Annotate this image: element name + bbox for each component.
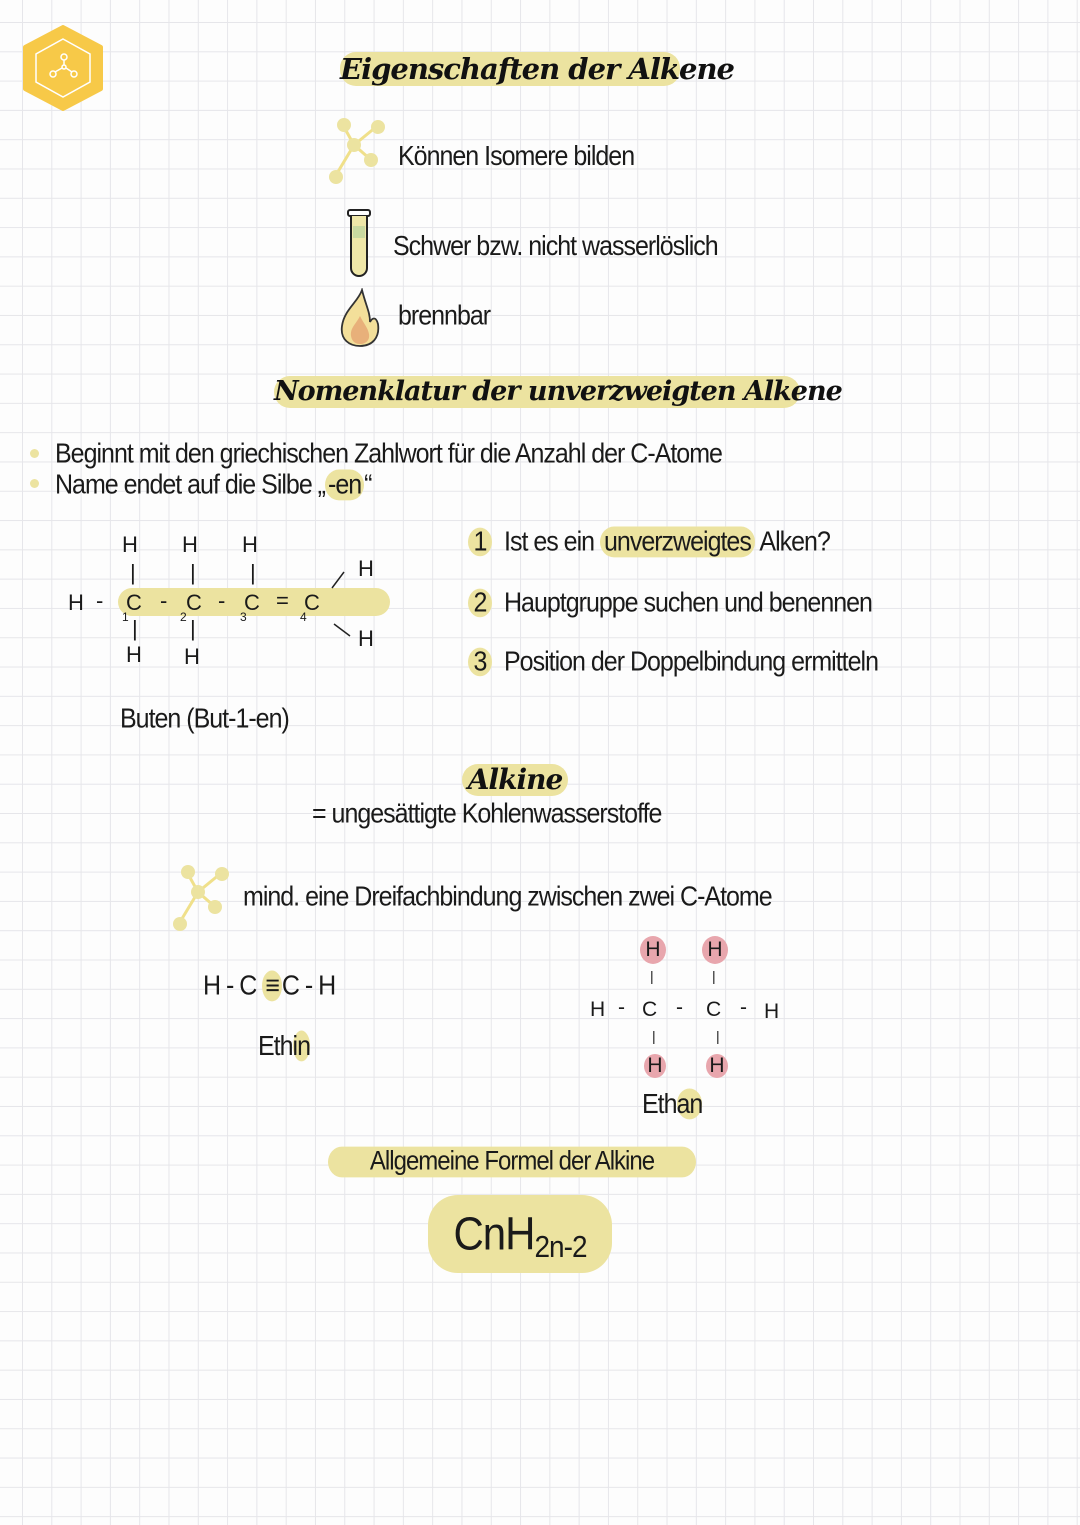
buten-structure <box>60 528 390 678</box>
molecule-icon <box>168 862 234 934</box>
carbon-number: 4 <box>300 610 307 624</box>
atom-h: H <box>182 532 198 557</box>
property-solubility: Schwer bzw. nicht wasserlöslich <box>393 230 718 262</box>
name-base: Eth <box>258 1030 293 1062</box>
step-text: Position der Doppelbindung ermitteln <box>504 646 878 678</box>
step-1 <box>468 527 830 559</box>
atom-h: H <box>764 1000 780 1023</box>
bond: | <box>132 616 138 641</box>
formula-subscript: 2n-2 <box>534 1229 587 1264</box>
atom-h: H <box>242 532 258 557</box>
bond: = <box>276 588 289 613</box>
name-suffix: in <box>292 1030 310 1062</box>
atom-c: C <box>642 998 658 1021</box>
buten-name: Buten (But-1-en) <box>120 703 289 735</box>
flame-icon <box>338 288 382 348</box>
step-number: 2 <box>468 589 492 618</box>
bond: - <box>740 996 747 1019</box>
atom-h: H <box>68 590 84 615</box>
logo <box>22 25 104 111</box>
bonds-diagonal <box>328 564 358 644</box>
step-number: 3 <box>468 648 492 677</box>
step-3 <box>468 647 878 679</box>
atom-h: H <box>358 556 374 581</box>
step-text: Ist es ein <box>504 526 595 558</box>
step-text: Hauptgruppe suchen und benennen <box>504 587 872 619</box>
atom-h: H <box>358 626 374 651</box>
triple-bond: ≡ <box>262 971 282 1002</box>
bond: | <box>716 1028 720 1044</box>
quote-close: “ <box>364 469 372 501</box>
carbon-number: 3 <box>240 610 247 624</box>
triple-bond-property: mind. eine Dreifachbindung zwischen zwei C-Atome <box>243 881 772 913</box>
bond: - <box>676 996 683 1019</box>
atom-c: C <box>244 590 260 615</box>
bullet-suffix-text: Name endet auf die Silbe „ <box>55 469 326 501</box>
atom-c: C <box>304 590 320 615</box>
suffix-en: -en <box>325 470 364 501</box>
atom-c: C <box>186 590 202 615</box>
bullet-dot <box>30 479 39 488</box>
general-formula-label: Allgemeine Formel der Alkine <box>328 1147 696 1178</box>
step-2 <box>468 588 872 620</box>
name-suffix: an <box>676 1088 703 1120</box>
name-base: Eth <box>642 1088 677 1120</box>
atom-h: H <box>184 644 200 669</box>
bond: | <box>650 968 654 984</box>
bond: | <box>190 560 196 585</box>
molecule-icon <box>326 115 388 187</box>
test-tube-icon <box>344 208 374 278</box>
bond: | <box>190 616 196 641</box>
bullet-dot <box>30 449 39 458</box>
atom-h: H <box>706 1054 728 1078</box>
step-highlight: unverzweigtes <box>600 527 755 558</box>
bond: - <box>218 588 226 613</box>
molecule-hexagon-icon <box>22 25 104 111</box>
formula-main: CnH <box>453 1207 535 1260</box>
bond: - <box>618 996 625 1019</box>
atom-h: H <box>644 1054 666 1078</box>
atom-h: H <box>590 998 606 1021</box>
bond: | <box>130 560 136 585</box>
bullet-greek-number: Beginnt mit den griechischen Zahlwort für die Anzahl der C-Atome <box>55 438 722 470</box>
step-number: 1 <box>468 528 492 557</box>
alkine-definition: = ungesättigte Kohlenwasserstoffe <box>312 798 662 830</box>
section-title-nomenclature: Nomenklatur der unverzweigten Alkene <box>274 376 842 407</box>
bond: | <box>712 968 716 984</box>
atom-h: H <box>126 642 142 667</box>
ethan-structure <box>588 936 788 1086</box>
ethan-name <box>642 1089 702 1121</box>
atom-h: H <box>702 936 728 964</box>
atom-h: H <box>122 532 138 557</box>
carbon-number: 2 <box>180 610 187 624</box>
property-flammable: brennbar <box>398 300 491 332</box>
atom-c: C <box>706 998 722 1021</box>
section-title-properties: Eigenschaften der Alkene <box>340 52 734 86</box>
bond: | <box>652 1028 656 1044</box>
ethin-right: C - H <box>281 970 336 1002</box>
section-title-alkine: Alkine <box>462 764 568 796</box>
ethin-left: H - C <box>203 970 257 1002</box>
atom-c: C <box>126 590 142 615</box>
atom-h: H <box>640 936 666 964</box>
ethin-formula <box>203 971 335 1003</box>
step-text: Alken? <box>759 526 830 558</box>
carbon-number: 1 <box>122 610 129 624</box>
general-formula <box>428 1195 612 1273</box>
property-isomers: Können Isomere bilden <box>398 140 635 172</box>
bond: - <box>96 588 104 613</box>
ethin-name <box>258 1031 310 1063</box>
bond: | <box>250 560 256 585</box>
bond: - <box>160 588 168 613</box>
bullet-suffix <box>55 470 371 502</box>
